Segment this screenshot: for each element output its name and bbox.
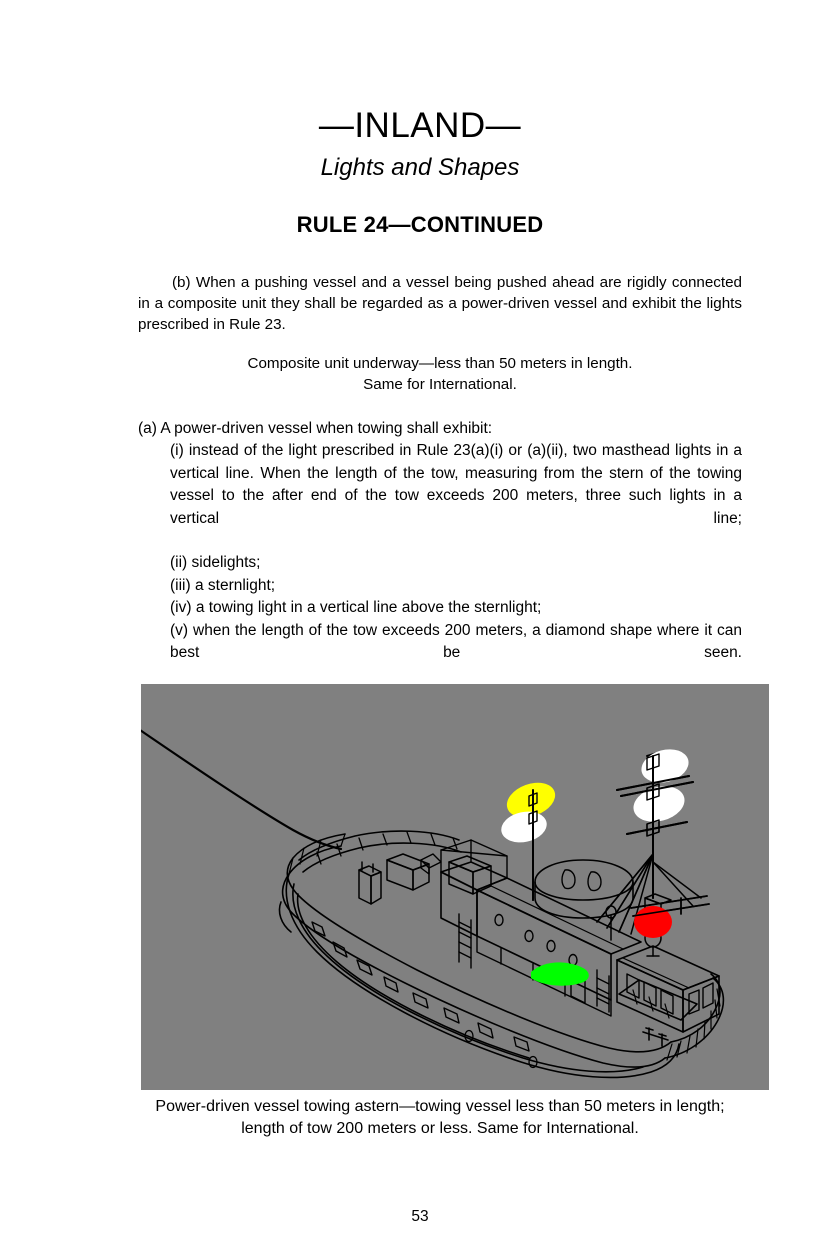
page-subtitle: Lights and Shapes [320, 154, 520, 181]
section-a [138, 418, 742, 687]
deckhouse-portholes [495, 915, 577, 966]
composite-unit-note [138, 353, 742, 395]
bow-bitts [643, 1028, 668, 1046]
hull-waterline [286, 874, 679, 1077]
pilothouse-roof [617, 946, 719, 990]
page-title: —INLAND— [318, 106, 522, 145]
paragraph-b: (b) When a pushing vessel and a vessel being pushed ahead are rigidly connected in a composite unit they shall be regarded as a power-driven vessel and exhibit the lights prescribed in Rule 23. [138, 274, 742, 333]
hull-fenders [312, 922, 529, 1051]
deckhouse-aft-top [441, 862, 507, 890]
deck-ladder [459, 914, 471, 968]
page-number: 53 [411, 1208, 429, 1225]
section-a-item-iv: (iv) a towing light in a vertical line above the sternlight; [170, 599, 542, 617]
tugboat-illustration [141, 684, 769, 1090]
tugboat-drawing [141, 684, 769, 1090]
hull-bulwark-top-port [287, 834, 671, 1052]
rule-heading: RULE 24—CONTINUED [296, 212, 544, 237]
bow-outer-edge [665, 978, 723, 1058]
section-a-item-v: (v) when the length of the tow exceeds 200 meters, a diamond shape where it can best be seen. [170, 621, 742, 662]
funnel-vents [562, 870, 601, 891]
section-a-lead: (a) A power-driven vessel when towing shall exhibit: [138, 420, 493, 437]
deck-vent [421, 854, 441, 874]
hull-deck-edge-port [283, 846, 665, 1067]
composite-unit-note-line1: Composite unit underway—less than 50 meters in length. [247, 355, 633, 372]
sternlight-glow [498, 808, 549, 847]
towline [141, 728, 341, 849]
deck-ladder-fwd [597, 970, 609, 1012]
figure-caption: Power-driven vessel towing astern—towing vessel less than 50 meters in length; length of tow 200 meters or less. Same for International. [155, 1098, 725, 1137]
funnel-top [535, 860, 633, 900]
hull-rubbing-strake [298, 894, 529, 1058]
section-a-item-ii: (ii) sidelights; [170, 554, 261, 572]
section-a-item-iii: (iii) a sternlight; [170, 576, 276, 594]
bow-fender-ribs [667, 989, 720, 1060]
section-a-item-i: (i) instead of the light prescribed in Rule 23(a)(i) or (a)(ii), two masthead lights in a vertical line. When the length of the tow, measuring from the stern of the towing vessel to the after end of the tow exceeds 200 meters, three such lights in a vertical line; [170, 442, 742, 527]
composite-unit-note-line2: Same for International. [363, 376, 517, 393]
deck-winch [359, 862, 381, 904]
